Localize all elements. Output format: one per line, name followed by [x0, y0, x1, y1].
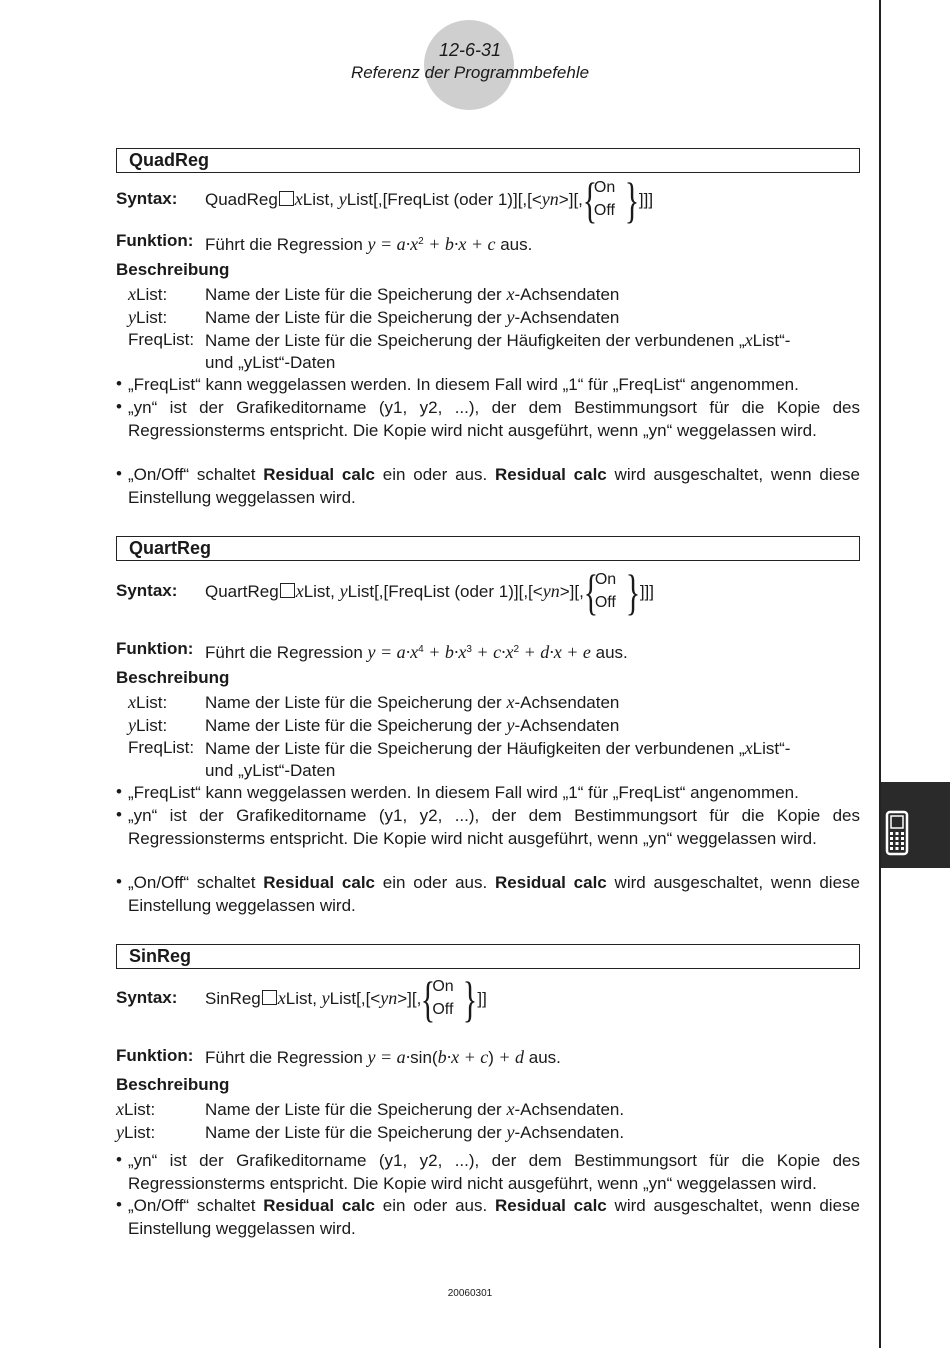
page-number: 12-6-31	[438, 40, 502, 60]
on-off-brace: { On Off }	[421, 970, 478, 1027]
syntax-line: QuadReg xList, yList[,[FreqList (oder 1)][,[<yn>][, { On Off } ]]]	[205, 171, 654, 228]
syntax-line: QuartReg xList, yList[,[FreqList (oder 1)][,[<yn>][, { On Off } ]]]	[205, 563, 654, 620]
bullet-text: „yn“ ist der Grafikeditorname (y1, y2, ...), der dem Bestimmungsort für die Kopie des Regressionsterms entspricht. Die Kopie wird nicht ausgeführt, wenn „yn“ weggelassen wird.	[128, 1151, 860, 1193]
syntax-line: SinReg xList, yList[,[<yn>][, { On Off } ]]	[205, 970, 487, 1027]
param-text: Name der Liste für die Speicherung der Häufigkeiten der verbundenen „xList“-	[205, 330, 791, 350]
funktion-line: Führt die Regression $y = a\cdot x^4 + b\cdot x^3 + c\cdot x^2 + d\cdot x + e$ aus.	[205, 642, 628, 662]
beschreibung-heading: Beschreibung	[116, 668, 230, 687]
param-name: FreqList:	[128, 330, 195, 349]
param-text: Name der Liste für die Speicherung der y-Achsendaten	[205, 307, 620, 327]
bullet-text: „FreqList“ kann weggelassen werden. In diesem Fall wird „1“ für „FreqList“ angenommen.	[128, 783, 799, 802]
bullet-text: „On/Off“ schaltet Residual calc ein oder aus. Residual calc wird ausgeschaltet, wenn diese Einstellung weggelassen wird.	[128, 1196, 860, 1238]
syntax-label: Syntax:	[116, 581, 178, 600]
calculator-icon	[881, 782, 950, 868]
param-text: Name der Liste für die Speicherung der x-Achsendaten	[205, 692, 620, 712]
page-subtitle: Referenz der Programmbefehle	[350, 63, 590, 82]
section-title-box	[116, 148, 860, 173]
funktion-label: Funktion:	[116, 231, 194, 250]
side-tab	[881, 782, 950, 868]
syntax-label: Syntax:	[116, 988, 178, 1007]
param-name: yList:	[128, 715, 168, 735]
right-margin-rule	[879, 0, 881, 1348]
bullet-text: „yn“ ist der Grafikeditorname (y1, y2, ...), der dem Bestimmungsort für die Kopie des Regressionsterms entspricht. Die Kopie wird nicht ausgeführt, wenn „yn“ weggelassen wird.	[128, 806, 860, 848]
space-box-icon	[279, 191, 294, 206]
param-text-cont: und „yList“-Daten	[205, 353, 336, 372]
param-name: xList:	[128, 284, 168, 304]
param-name: yList:	[116, 1122, 156, 1142]
section-title: QuartReg	[129, 538, 212, 558]
section-title: QuadReg	[129, 150, 210, 170]
param-text: Name der Liste für die Speicherung der y-Achsendaten.	[205, 1122, 625, 1142]
beschreibung-heading: Beschreibung	[116, 1075, 230, 1094]
bullet-text: „On/Off“ schaltet Residual calc ein oder aus. Residual calc wird ausgeschaltet, wenn diese Einstellung weggelassen wird.	[128, 465, 860, 507]
section-title: SinReg	[129, 946, 192, 966]
param-name: xList:	[128, 692, 168, 712]
funktion-label: Funktion:	[116, 639, 194, 658]
on-off-brace: { On Off }	[582, 171, 640, 228]
param-text: Name der Liste für die Speicherung der y-Achsendaten	[205, 715, 620, 735]
section-title-box	[116, 536, 860, 561]
funktion-line: Führt die Regression $y = a\cdot x^2 + b\cdot x + c$ aus.	[205, 234, 533, 254]
space-box-icon	[262, 990, 277, 1005]
footer-code: 20060301	[447, 1288, 493, 1299]
param-text: Name der Liste für die Speicherung der Häufigkeiten der verbundenen „xList“-	[205, 738, 791, 758]
param-text: Name der Liste für die Speicherung der x-Achsendaten.	[205, 1099, 625, 1119]
section-title-box	[116, 944, 860, 969]
on-off-brace: { On Off }	[583, 563, 641, 620]
syntax-label: Syntax:	[116, 189, 178, 208]
bullet-text: „yn“ ist der Grafikeditorname (y1, y2, ...), der dem Bestimmungsort für die Kopie des Regressionsterms entspricht. Die Kopie wird nicht ausgeführt, wenn „yn“ weggelassen wird.	[128, 398, 860, 440]
funktion-line: Führt die Regression y = a·sin(b·x + c) + d aus.	[205, 1047, 561, 1067]
beschreibung-heading: Beschreibung	[116, 260, 230, 279]
bullet-text: „FreqList“ kann weggelassen werden. In diesem Fall wird „1“ für „FreqList“ angenommen.	[128, 375, 799, 394]
param-name: xList:	[116, 1099, 156, 1119]
param-text: Name der Liste für die Speicherung der x-Achsendaten	[205, 284, 620, 304]
bullet-text: „On/Off“ schaltet Residual calc ein oder aus. Residual calc wird ausgeschaltet, wenn diese Einstellung weggelassen wird.	[128, 873, 860, 915]
funktion-label: Funktion:	[116, 1046, 194, 1065]
param-text-cont: und „yList“-Daten	[205, 761, 336, 780]
param-name: FreqList:	[128, 738, 195, 757]
space-box-icon	[280, 583, 295, 598]
param-name: yList:	[128, 307, 168, 327]
